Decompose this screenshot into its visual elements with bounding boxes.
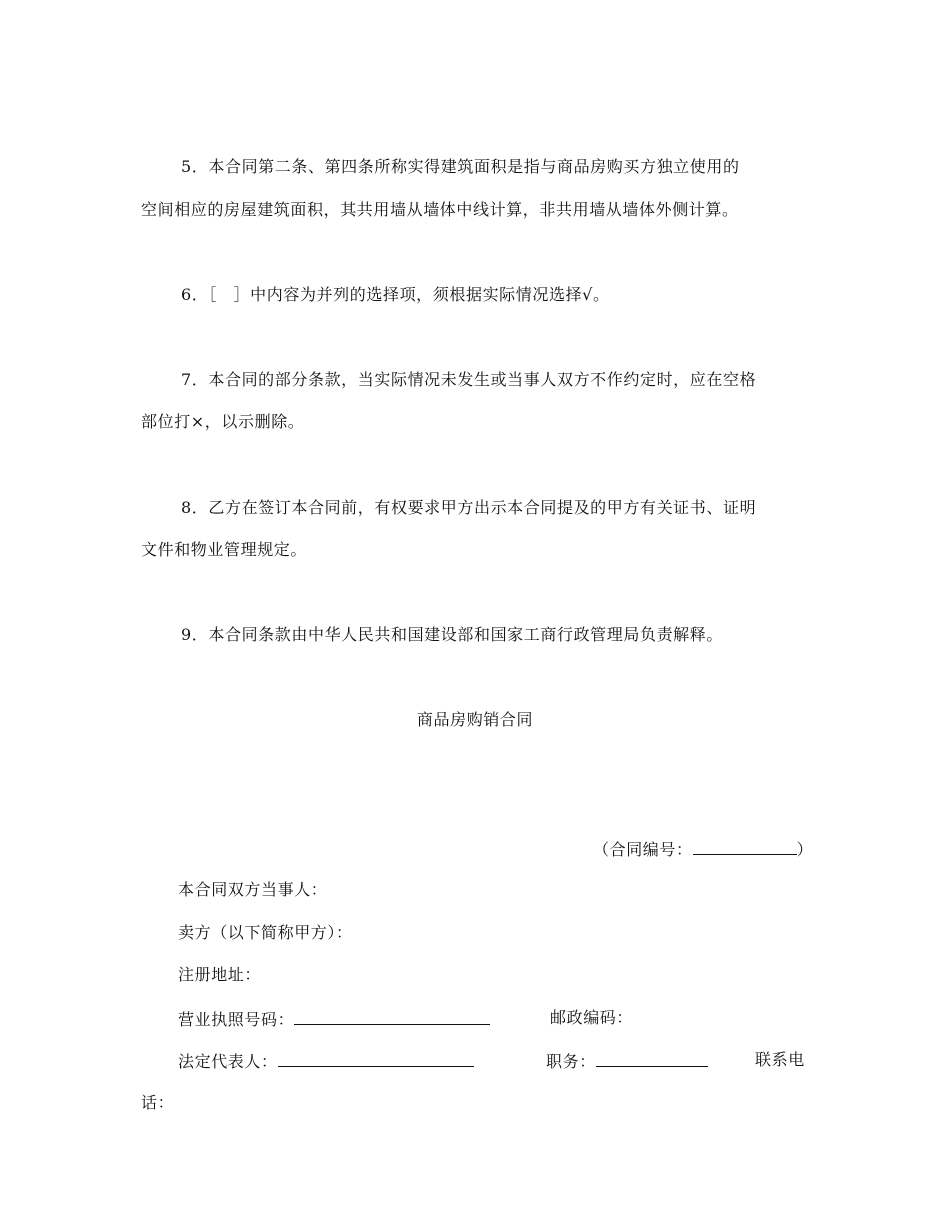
note-item-5-line-2: 空间相应的房屋建筑面积，其共用墙从墙体中线计算，非共用墙从墙体外侧计算。 — [141, 200, 739, 219]
note-item-7-line-2: 部位打×，以示删除。 — [141, 412, 305, 431]
license-row — [178, 1008, 490, 1030]
phone-label-part-2: 话： — [141, 1093, 175, 1112]
note-item-7-line-1: 7．本合同的部分条款，当实际情况未发生或当事人双方不作约定时，应在空格 — [181, 370, 757, 389]
note-item-8-line-2: 文件和物业管理规定。 — [141, 540, 308, 559]
license-blank — [294, 1008, 490, 1025]
contract-number-close: ） — [796, 840, 814, 859]
contract-title: 商品房购销合同 — [416, 710, 534, 729]
address-label: 注册地址： — [178, 965, 262, 984]
note-item-8-line-1: 8．乙方在签订本合同前，有权要求甲方出示本合同提及的甲方有关证书、证明 — [181, 498, 757, 517]
legal-rep-row — [178, 1050, 474, 1072]
contract-number-blank — [693, 838, 797, 855]
contract-number-row — [593, 838, 813, 860]
position-label: 职务： — [546, 1052, 596, 1071]
position-blank — [596, 1050, 708, 1067]
legal-rep-label: 法定代表人： — [178, 1052, 278, 1071]
seller-label: 卖方（以下简称甲方）： — [178, 923, 353, 942]
position-row — [546, 1050, 708, 1072]
legal-rep-blank — [278, 1050, 474, 1067]
note-item-9: 9．本合同条款由中华人民共和国建设部和国家工商行政管理局负责解释。 — [181, 625, 723, 644]
note-item-6: 6．［ ］中内容为并列的选择项，须根据实际情况选择√。 — [181, 285, 610, 304]
postcode-label: 邮政编码： — [550, 1008, 634, 1027]
phone-label-part-1: 联系电 — [755, 1050, 805, 1069]
note-item-5-line-1: 5．本合同第二条、第四条所称实得建筑面积是指与商品房购买方独立使用的 — [181, 157, 740, 176]
contract-number-label: （合同编号： — [593, 840, 693, 859]
parties-label: 本合同双方当事人： — [178, 880, 328, 899]
license-label: 营业执照号码： — [178, 1010, 295, 1029]
